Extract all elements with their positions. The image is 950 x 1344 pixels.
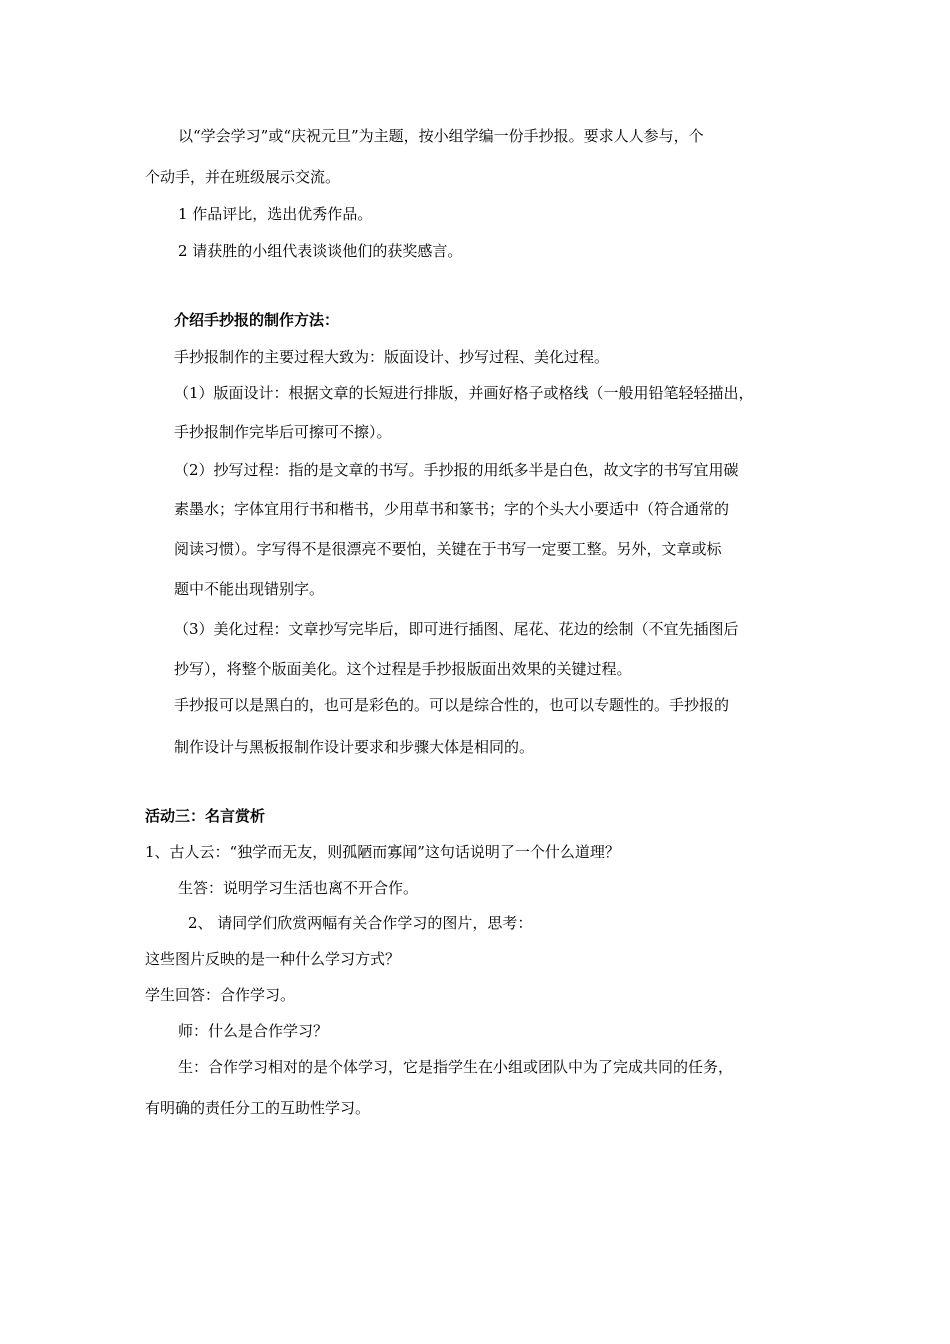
activity3-question-2: 2、 请同学们欣赏两幅有关合作学习的图片，思考： <box>188 914 533 932</box>
method-p2-line-3: 阅读习惯）。字写得不是很漂亮不要怕，关键在于书写一定要工整。另外，文章或标 <box>174 540 722 558</box>
method-p1-line-2: 手抄报制作完毕后可擦可不擦）。 <box>174 423 392 441</box>
activity3-heading: 活动三：名言赏析 <box>145 807 266 825</box>
method-p4-line-1: 手抄报可以是黑白的，也可是彩色的。可以是综合性的，也可以专题性的。手抄报的 <box>174 696 730 714</box>
method-p2-line-1: （2）抄写过程：指的是文章的书写。手抄报的用纸多半是白色，故文字的书写宜用碳 <box>174 461 739 479</box>
method-heading: 介绍手抄报的制作方法： <box>174 311 340 329</box>
activity3-answer-1: 生答：说明学习生活也离不开合作。 <box>178 879 419 897</box>
intro-step-1: 1 作品评比，选出优秀作品。 <box>178 205 373 223</box>
activity3-answer-2: 学生回答：合作学习。 <box>145 986 296 1004</box>
intro-line-1: 以“学会学习”或“庆祝元旦”为主题，按小组学编一份手抄报。要求人人参与，个 <box>178 127 704 145</box>
method-p3-line-2: 抄写），将整个版面美化。这个过程是手抄报版面出效果的关键过程。 <box>174 660 632 678</box>
method-p2-line-4: 题中不能出现错别字。 <box>174 580 325 598</box>
activity3-question-2-continued: 这些图片反映的是一种什么学习方式？ <box>145 950 401 968</box>
intro-step-2: 2 请获胜的小组代表谈谈他们的获奖感言。 <box>178 242 463 260</box>
activity3-student-answer-line-1: 生：合作学习相对的是个体学习，它是指学生在小组或团队中为了完成共同的任务， <box>178 1058 734 1076</box>
activity3-teacher-question: 师：什么是合作学习？ <box>178 1022 329 1040</box>
method-p1-line-1: （1）版面设计：根据文章的长短进行排版，并画好格子或格线（一般用铅笔轻轻描出， <box>174 384 754 402</box>
method-summary: 手抄报制作的主要过程大致为：版面设计、抄写过程、美化过程。 <box>174 348 610 366</box>
activity3-student-answer-line-2: 有明确的责任分工的互助性学习。 <box>145 1099 371 1117</box>
activity3-question-1: 1、古人云：“独学而无友，则孤陋而寡闻”这句话说明了一个什么道理？ <box>145 843 620 861</box>
method-p3-line-1: （3）美化过程：文章抄写完毕后，即可进行插图、尾花、花边的绘制（不宜先插图后 <box>174 620 739 638</box>
intro-line-2: 个动手，并在班级展示交流。 <box>145 168 341 186</box>
method-p4-line-2: 制作设计与黑板报制作设计要求和步骤大体是相同的。 <box>174 738 535 756</box>
method-p2-line-2: 素墨水；字体宜用行书和楷书，少用草书和篆书；字的个头大小要适中（符合通常的 <box>174 500 730 518</box>
